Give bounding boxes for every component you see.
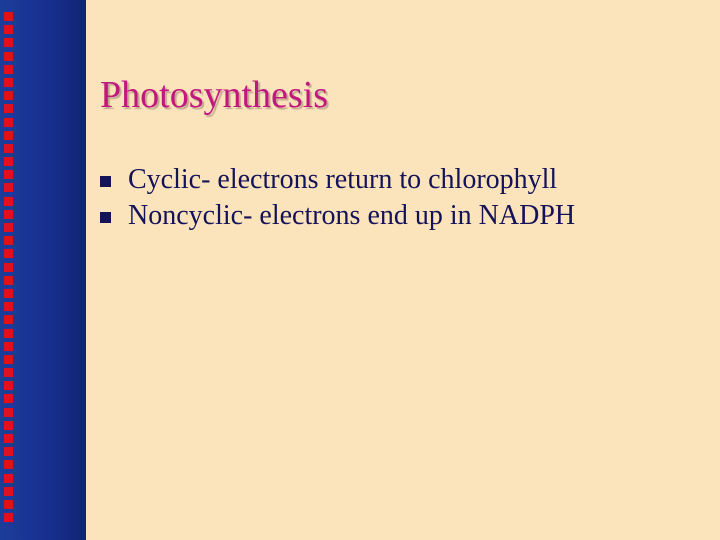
sidebar-decoration — [0, 0, 86, 540]
sidebar-square — [4, 249, 13, 258]
bullet-item-noncyclic — [100, 198, 575, 234]
bullet-text-cyclic: Cyclic- electrons return to chlorophyll — [128, 164, 558, 195]
sidebar-square — [4, 104, 13, 113]
sidebar-square — [4, 91, 13, 100]
sidebar-square — [4, 170, 13, 179]
sidebar-square — [4, 355, 13, 364]
sidebar-square — [4, 276, 13, 285]
sidebar-square — [4, 394, 13, 403]
sidebar-square — [4, 289, 13, 298]
sidebar-square — [4, 65, 13, 74]
sidebar-square — [4, 329, 13, 338]
square-bullet-icon — [100, 176, 111, 187]
bullet-item-cyclic — [100, 162, 575, 198]
sidebar-square — [4, 500, 13, 509]
sidebar-square-pattern — [4, 12, 18, 526]
sidebar-square — [4, 487, 13, 496]
sidebar-square — [4, 210, 13, 219]
sidebar-square — [4, 197, 13, 206]
sidebar-square — [4, 236, 13, 245]
sidebar-square — [4, 302, 13, 311]
sidebar-square — [4, 447, 13, 456]
sidebar-square — [4, 421, 13, 430]
sidebar-square — [4, 460, 13, 469]
sidebar-square — [4, 25, 13, 34]
sidebar-square — [4, 223, 13, 232]
sidebar-square — [4, 513, 13, 522]
square-bullet-icon — [100, 212, 111, 223]
sidebar-square — [4, 12, 13, 21]
sidebar-square — [4, 131, 13, 140]
sidebar-square — [4, 78, 13, 87]
sidebar-square — [4, 408, 13, 417]
bullet-list — [100, 162, 575, 234]
slide-title: Photosynthesis — [100, 74, 329, 116]
sidebar-square — [4, 144, 13, 153]
bullet-text-noncyclic: Noncyclic- electrons end up in NADPH — [128, 200, 576, 231]
sidebar-square — [4, 157, 13, 166]
sidebar-square — [4, 263, 13, 272]
sidebar-square — [4, 474, 13, 483]
sidebar-square — [4, 183, 13, 192]
sidebar-square — [4, 381, 13, 390]
sidebar-square — [4, 368, 13, 377]
sidebar-square — [4, 52, 13, 61]
sidebar-square — [4, 38, 13, 47]
sidebar-square — [4, 118, 13, 127]
sidebar-square — [4, 434, 13, 443]
sidebar-square — [4, 342, 13, 351]
sidebar-square — [4, 315, 13, 324]
